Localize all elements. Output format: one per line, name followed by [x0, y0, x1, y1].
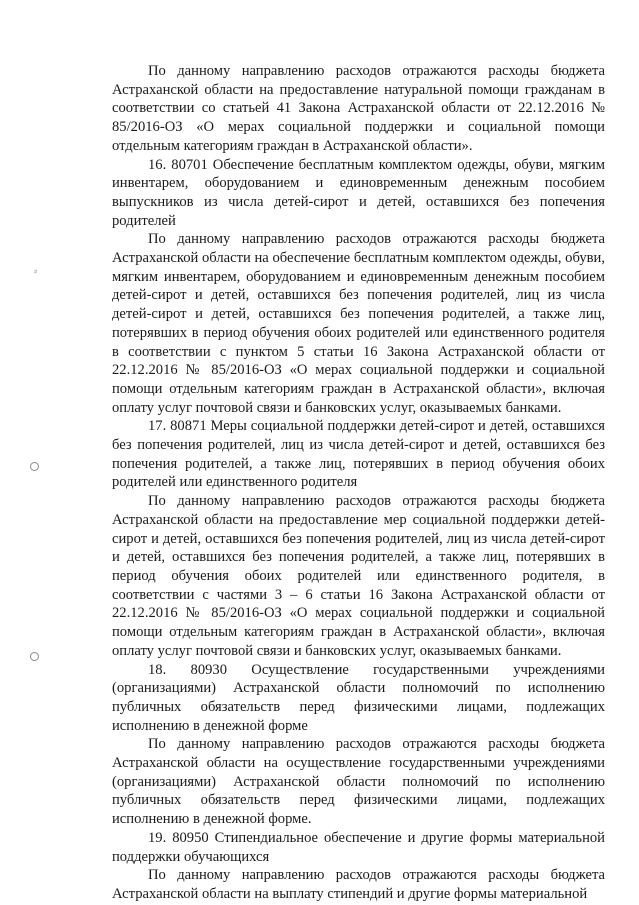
document-body [112, 62, 605, 904]
scan-speck-mark: ⸗ [34, 266, 38, 277]
paragraph: По данному направлению расходов отражаются расходы бюджета Астраханской области на осуществление государственными учреждениями (организациями) Астраханской области полномочий по исполнению публичных обязательств перед физическими лицами, подлежащих исполнению в денежной форме. [112, 736, 605, 828]
paragraph: По данному направлению расходов отражаются расходы бюджета Астраханской области на предоставление натуральной помощи гражданам в соответствии со статьей 41 Закона Астраханской области от 22.12.2016 № 85/2016-ОЗ «О мерах социальной поддержки и социальной помощи отдельным категориям граждан в Астраханской области». [112, 63, 605, 154]
paragraph: По данному направлению расходов отражаются расходы бюджета Астраханской области на выплату стипендий и другие формы материальной [112, 867, 605, 902]
section-heading-17: 17. 80871 Меры социальной поддержки детей-сирот и детей, оставшихся без попечения родителей, лиц из числа детей-сирот и детей, оставшихся без попечения родителей, а также лиц, потерявших в период обучения обоих родителей или единственного родителя [112, 418, 605, 491]
paragraph: По данному направлению расходов отражаются расходы бюджета Астраханской области на предоставление мер социальной поддержки детей-сирот и детей, оставшихся без попечения родителей, лиц из числа детей-сирот и детей, оставшихся без попечения родителей, а также лиц, потерявших в период обучения обоих родителей или единственного родителя, в соответствии с частями 3 – 6 статьи 16 Закона Астраханской области от 22.12.2016 № 85/2016-ОЗ «О мерах социальной поддержки и социальной помощи отдельным категориям граждан в Астраханской области», включая оплату услуг почтовой связи и банковских услуг, оказываемых банками. [112, 493, 605, 659]
punch-hole-mark [30, 652, 39, 661]
section-heading-16: 16. 80701 Обеспечение бесплатным комплектом одежды, обуви, мягким инвентарем, оборудованием и единовременным денежным пособием выпускников из числа детей-сирот и детей, оставшихся без попечения родителей [112, 156, 605, 229]
punch-hole-mark [30, 462, 39, 471]
section-heading-18: 18. 80930 Осуществление государственными учреждениями (организациями) Астраханской области полномочий по исполнению публичных обязательств перед физическими лицами, подлежащих исполнению в денежной форме [112, 661, 605, 734]
paragraph: По данному направлению расходов отражаются расходы бюджета Астраханской области на обеспечение бесплатным комплектом одежды, обуви, мягким инвентарем, оборудованием и единовременным денежным пособием детей-сирот и детей, оставшихся без попечения родителей, лиц из числа детей-сирот и детей, оставшихся без попечения родителей, а также лиц, потерявших в период обучения обоих родителей или единственного родителя в соответствии с пунктом 5 статьи 16 Закона Астраханской области от 22.12.2016 № 85/2016-ОЗ «О мерах социальной поддержки и социальной помощи отдельным категориям граждан в Астраханской области», включая оплату услуг почтовой связи и банковских услуг, оказываемых банками. [112, 231, 605, 416]
section-heading-19: 19. 80950 Стипендиальное обеспечение и другие формы материальной поддержки обучающихся [112, 829, 605, 865]
